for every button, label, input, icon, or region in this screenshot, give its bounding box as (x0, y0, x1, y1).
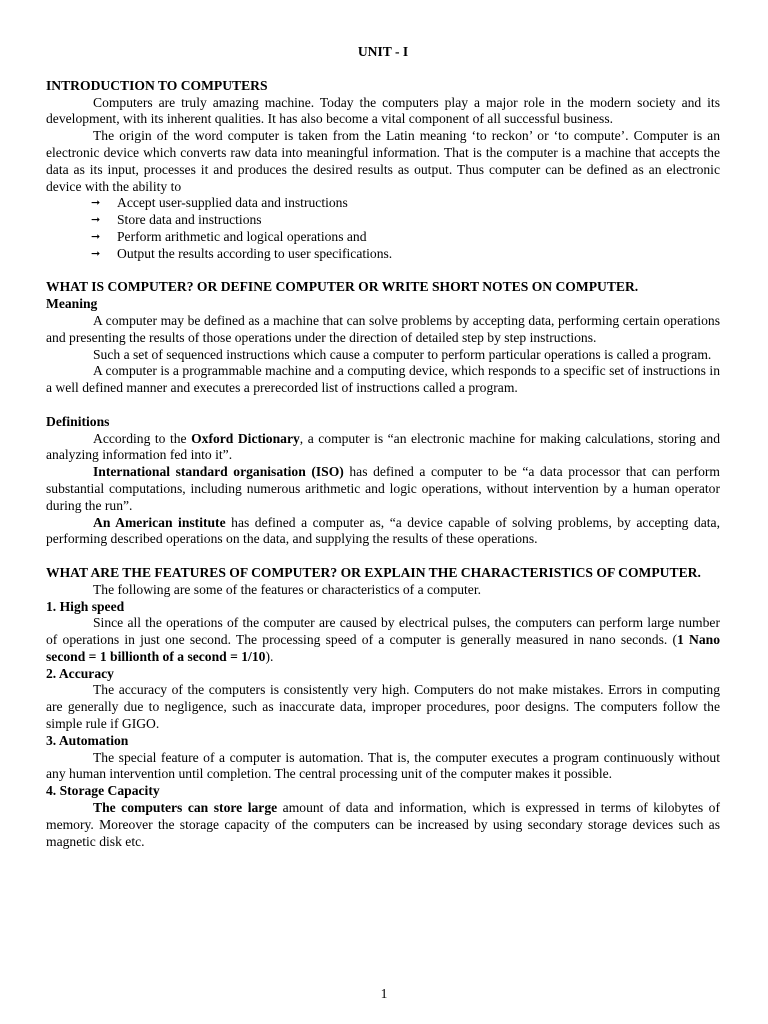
intro-heading: INTRODUCTION TO COMPUTERS (46, 77, 268, 93)
page-number: 1 (380, 986, 388, 1001)
feature-heading-high-speed: 1. High speed (46, 598, 125, 614)
arrow-bullet-icon: ➞ (91, 214, 101, 227)
arrow-bullet-icon: ➞ (91, 230, 101, 243)
feature-text-accuracy: The accuracy of the computers is consistently very high. Computers do not make mistakes. Errors in computing are generally due to negligence, such as inaccurate data, improper procedures, poor designs. The computers follow the simple rule if GIGO. (46, 682, 720, 732)
features-heading: WHAT ARE THE FEATURES OF COMPUTER? OR EXPLAIN THE CHARACTERISTICS OF COMPUTER. (46, 564, 701, 580)
arrow-bullet-icon: ➞ (91, 247, 101, 260)
what-is-heading: WHAT IS COMPUTER? OR DEFINE COMPUTER OR WRITE SHORT NOTES ON COMPUTER. (46, 279, 639, 295)
feature-heading-accuracy: 2. Accuracy (46, 665, 114, 681)
meaning-paragraph-2: Such a set of sequenced instructions which cause a computer to perform particular operations is called a program. (93, 346, 712, 362)
list-item: ➞ Output the results according to user specifications. (91, 245, 393, 261)
features-intro: The following are some of the features or characteristics of a computer. (93, 581, 482, 597)
definition-american: An American institute has defined a computer as, “a device capable of solving problems, by accepting data, performing described operations on the data, and supplying the results of these operations. (46, 514, 720, 547)
definitions-heading: Definitions (46, 413, 110, 429)
list-item: ➞ Store data and instructions (91, 212, 262, 228)
intro-paragraph-1: Computers are truly amazing machine. Today the computers play a major role in the modern society and its development, with its inherent qualities. It has also become a vital component of all successful business. (46, 94, 720, 127)
spacer (46, 263, 720, 280)
list-item: ➞ Accept user-supplied data and instructions (91, 195, 348, 211)
arrow-bullet-icon: ➞ (91, 197, 101, 210)
feature-heading-storage: 4. Storage Capacity (46, 783, 160, 799)
definition-iso: International standard organisation (ISO) has defined a computer to be “a data processor that can perform substantial computations, including numerous arithmetic and logic operations, without intervention by a human operator during the run”. (46, 464, 721, 513)
definition-oxford: According to the Oxford Dictionary, a computer is “an electronic machine for making calculations, storing and analyzing information fed into it”. (46, 430, 720, 463)
meaning-heading: Meaning (46, 296, 98, 312)
spacer (46, 548, 720, 565)
meaning-paragraph-1: A computer may be defined as a machine that can solve problems by accepting data, performing certain operations and presenting the results of those operations under the direction of detailed step by step instructions. (46, 312, 720, 345)
feature-heading-automation: 3. Automation (46, 732, 129, 748)
feature-text-storage: The computers can store large amount of data and information, which is expressed in terms of kilobytes of memory. Moreover the storage capacity of the computers can be increased by using secondary storage devices such as magnetic disk etc. (46, 800, 720, 849)
list-item: ➞ Perform arithmetic and logical operations and (91, 228, 367, 244)
meaning-paragraph-3: A computer is a programmable machine and a computing device, which responds to a specific set of instructions in a well defined manner and executes a prerecorded list of instructions called a program. (46, 363, 720, 396)
spacer (46, 397, 720, 414)
feature-text-high-speed: Since all the operations of the computer are caused by electrical pulses, the computers can perform large number of operations in just one second. The processing speed of a computer is generally measured in nano seconds. (1 Nano second = 1 billionth of a second = 1/10). (46, 615, 720, 664)
document-page (46, 44, 720, 850)
ability-list (46, 195, 720, 262)
intro-paragraph-2: The origin of the word computer is taken from the Latin meaning ‘to reckon’ or ‘to compute’. Computer is an electronic device which converts raw data into meaningful information. That is the computer is a machine that accepts the data as its input, processes it and produces the desired results as output. Thus computer can be defined as an electronic device with the ability to (46, 128, 720, 194)
unit-title: UNIT - I (357, 44, 409, 59)
feature-text-automation: The special feature of a computer is automation. That is, the computer executes a program continuously without any human intervention until completion. The central processing unit of the computer makes it possible. (46, 749, 720, 782)
